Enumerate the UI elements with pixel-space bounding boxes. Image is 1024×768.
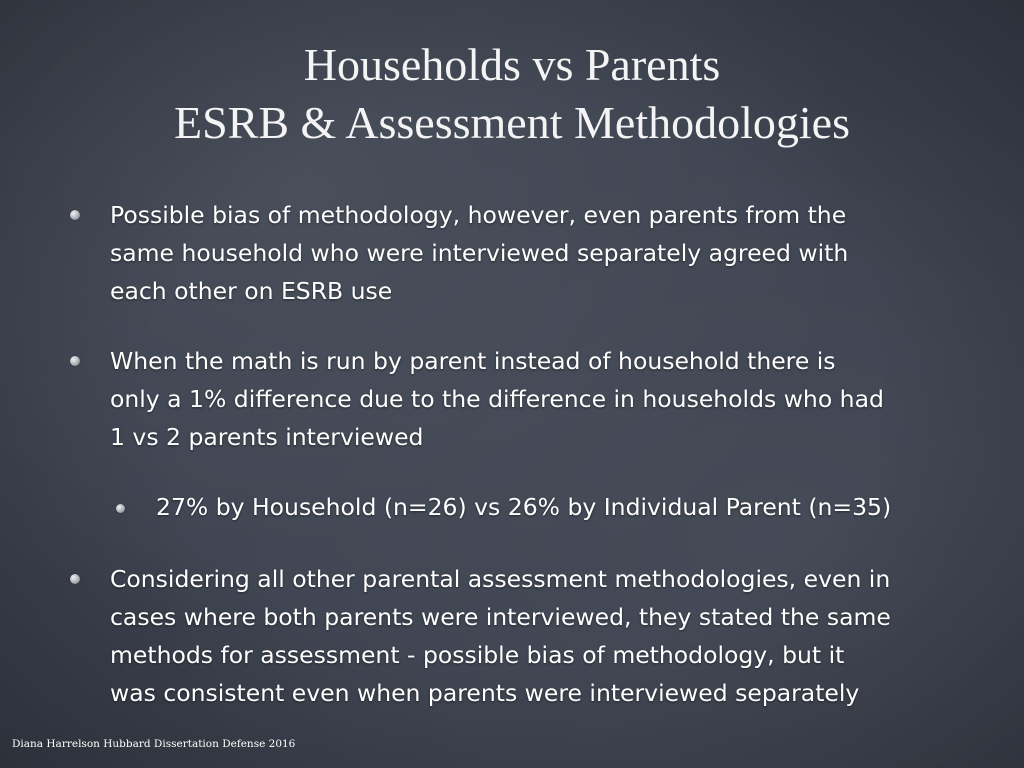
bullet-line: Considering all other parental assessment methodologies, even in xyxy=(110,565,891,593)
slide-title xyxy=(0,36,1024,152)
title-line-1: Households vs Parents xyxy=(303,39,721,90)
bullet-dot-icon xyxy=(70,210,80,220)
bullet-line: was consistent even when parents were interviewed separately xyxy=(110,679,860,707)
bullet-line: Possible bias of methodology, however, even parents from the xyxy=(110,201,847,229)
bullet-line: 1 vs 2 parents interviewed xyxy=(110,423,424,451)
bullet-line: cases where both parents were interviewed, they stated the same xyxy=(110,603,891,631)
bullet-line: When the math is run by parent instead of household there is xyxy=(110,347,836,375)
sub-bullet-percentages xyxy=(156,488,986,526)
bullet-assessment-methodologies xyxy=(110,560,990,712)
bullet-line: each other on ESRB use xyxy=(110,277,393,305)
bullet-line: 27% by Household (n=26) vs 26% by Individual Parent (n=35) xyxy=(156,493,892,521)
bullet-methodology-bias xyxy=(110,196,980,310)
bullet-line: only a 1% difference due to the difference in households who had xyxy=(110,385,884,413)
title-line-2: ESRB & Assessment Methodologies xyxy=(174,97,850,148)
bullet-dot-icon xyxy=(116,504,125,513)
bullet-dot-icon xyxy=(70,574,80,584)
slide-footer: Diana Harrelson Hubbard Dissertation Defense 2016 xyxy=(12,738,296,750)
bullet-line: same household who were interviewed separately agreed with xyxy=(110,239,849,267)
bullet-parent-vs-household xyxy=(110,342,990,456)
bullet-line: methods for assessment - possible bias of methodology, but it xyxy=(110,641,845,669)
bullet-dot-icon xyxy=(70,356,80,366)
